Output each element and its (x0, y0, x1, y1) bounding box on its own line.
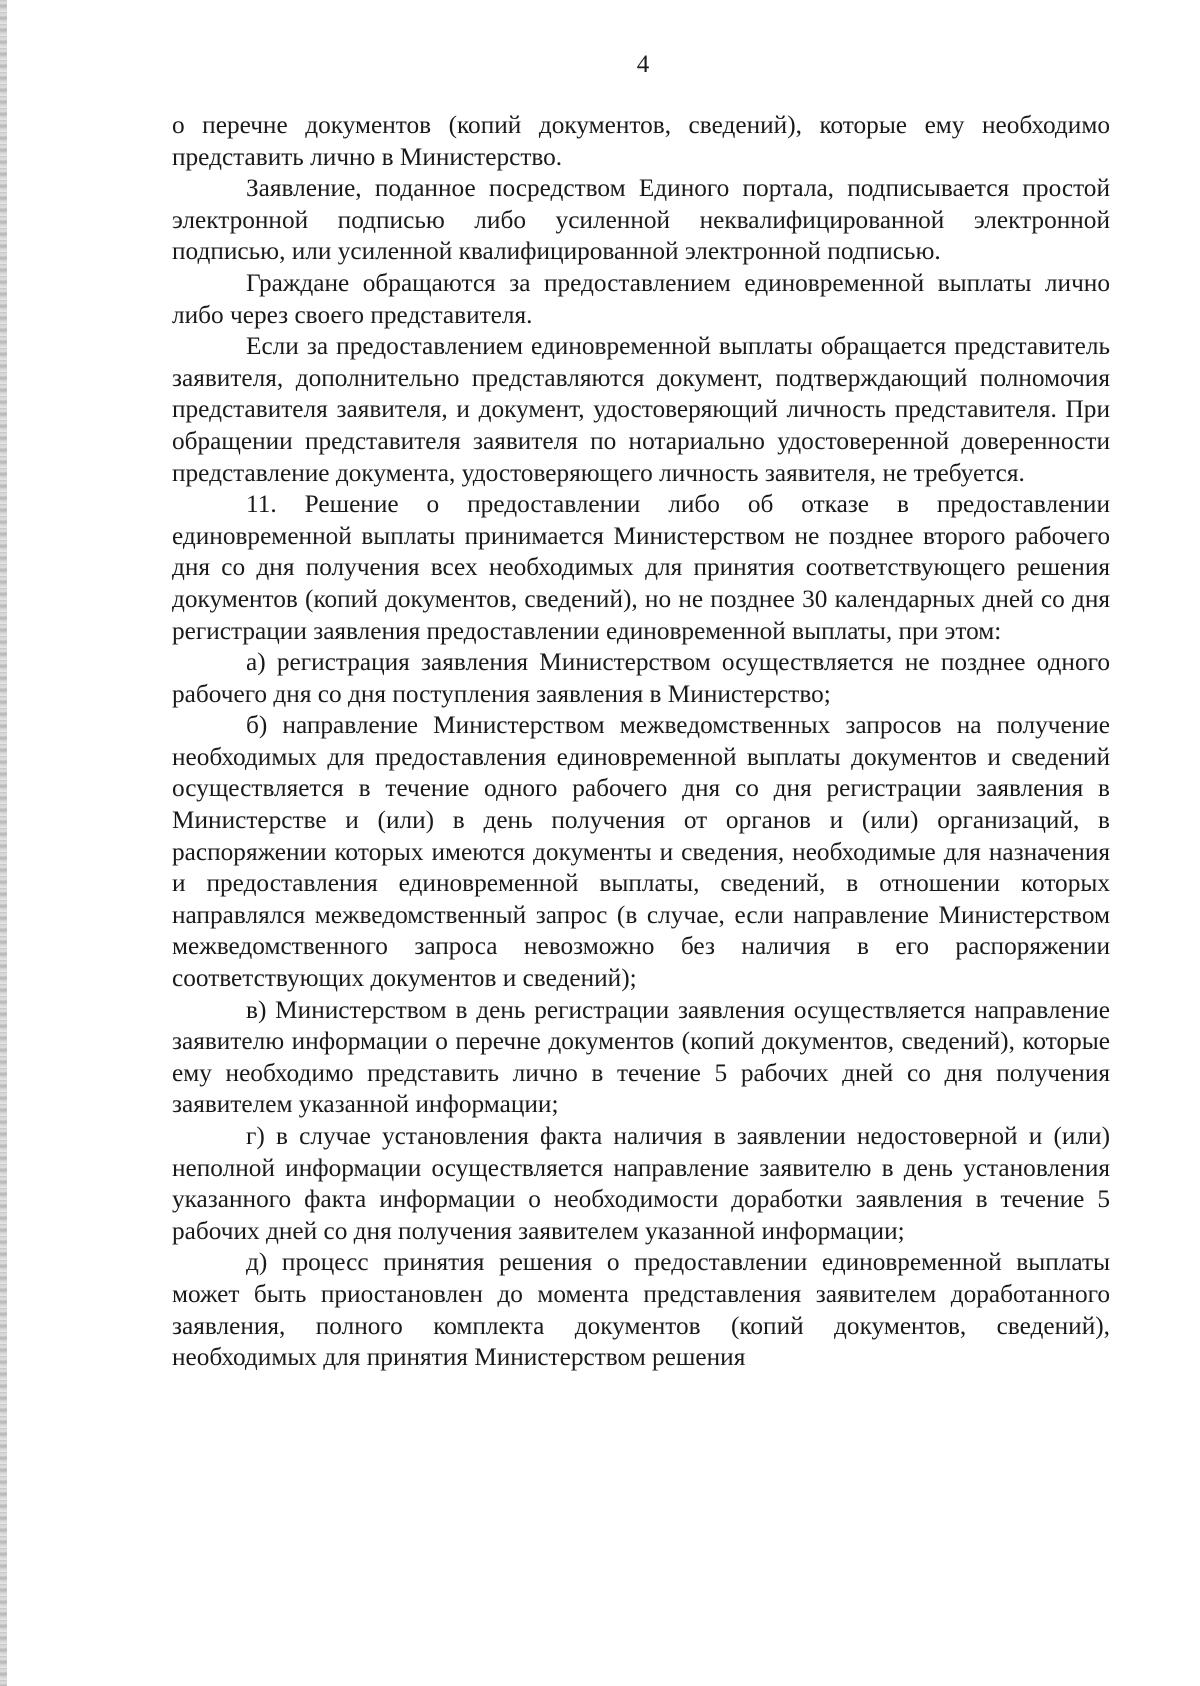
paragraph-item-v: в) Министерством в день регистрации заявления осуществляется направление заявителю информации о перечне документов (копий документов, сведений), которые ему необходимо представить лично в течение 5 рабочих дней со дня получения заявителем указанной информации; (172, 995, 1110, 1119)
paragraph-clause-11: 11. Решение о предоставлении либо об отказе в предоставлении единовременной выплаты принимается Министерством не позднее второго рабочего дня со дня получения всех необходимых для принятия соответствующего решения документов (копий документов, сведений), но не позднее 30 календарных дней со дня регистрации заявления предоставлении единовременной выплаты, при этом: (172, 490, 1110, 645)
paragraph-electronic-signature: Заявление, поданное посредством Единого портала, подписывается простой электронной подписью либо усиленной неквалифицированной электронной подписью, или усиленной квалифицированной электронной подписью. (172, 174, 1110, 266)
paragraph-item-b: б) направление Министерством межведомственных запросов на получение необходимых для предоставления единовременной выплаты документов и сведений осуществляется в течение одного рабочего дня со дня регистрации заявления в Министерстве и (или) в день получения от органов и (или) организаций, в распоряжении которых имеются документы и сведения, необходимые для назначения и предоставления единовременной выплаты, сведений, в отношении которых направлялся межведомственный запрос (в случае, если направление Министерством межведомственного запроса невозможно без наличия в его распоряжении соответствующих документов и сведений); (172, 711, 1110, 993)
paragraph-item-d: д) процесс принятия решения о предоставлении единовременной выплаты может быть приостановлен до момента представления заявителем доработанного заявления, полного комплекта документов (копий документов, сведений), необходимых для принятия Министерством решения (172, 1248, 1110, 1372)
page-number: 4 (636, 51, 650, 78)
document-body (172, 110, 1110, 1374)
scan-edge-shadow (0, 0, 7, 1686)
paragraph-representative: Если за предоставлением единовременной выплаты обращается представитель заявителя, дополнительно представляются документ, подтверждающий полномочия представителя заявителя, и документ, удостоверяющий личность представителя. При обращении представителя заявителя по нотариально удостоверенной доверенности представление документа, удостоверяющего личность заявителя, не требуется. (172, 332, 1110, 487)
paragraph-citizens-apply: Граждане обращаются за предоставлением единовременной выплаты лично либо через своего представителя. (172, 268, 1110, 329)
paragraph-continuation: о перечне документов (копий документов, сведений), которые ему необходимо представить лично в Министерство. (172, 111, 1110, 171)
paragraph-item-g: г) в случае установления факта наличия в заявлении недостоверной и (или) неполной информации осуществляется направление заявителю в день установления указанного факта информации о необходимости доработки заявления в течение 5 рабочих дней со дня получения заявителем указанной информации; (172, 1122, 1110, 1245)
paragraph-item-a: а) регистрация заявления Министерством осуществляется не позднее одного рабочего дня со дня поступления заявления в Министерство; (172, 648, 1110, 708)
